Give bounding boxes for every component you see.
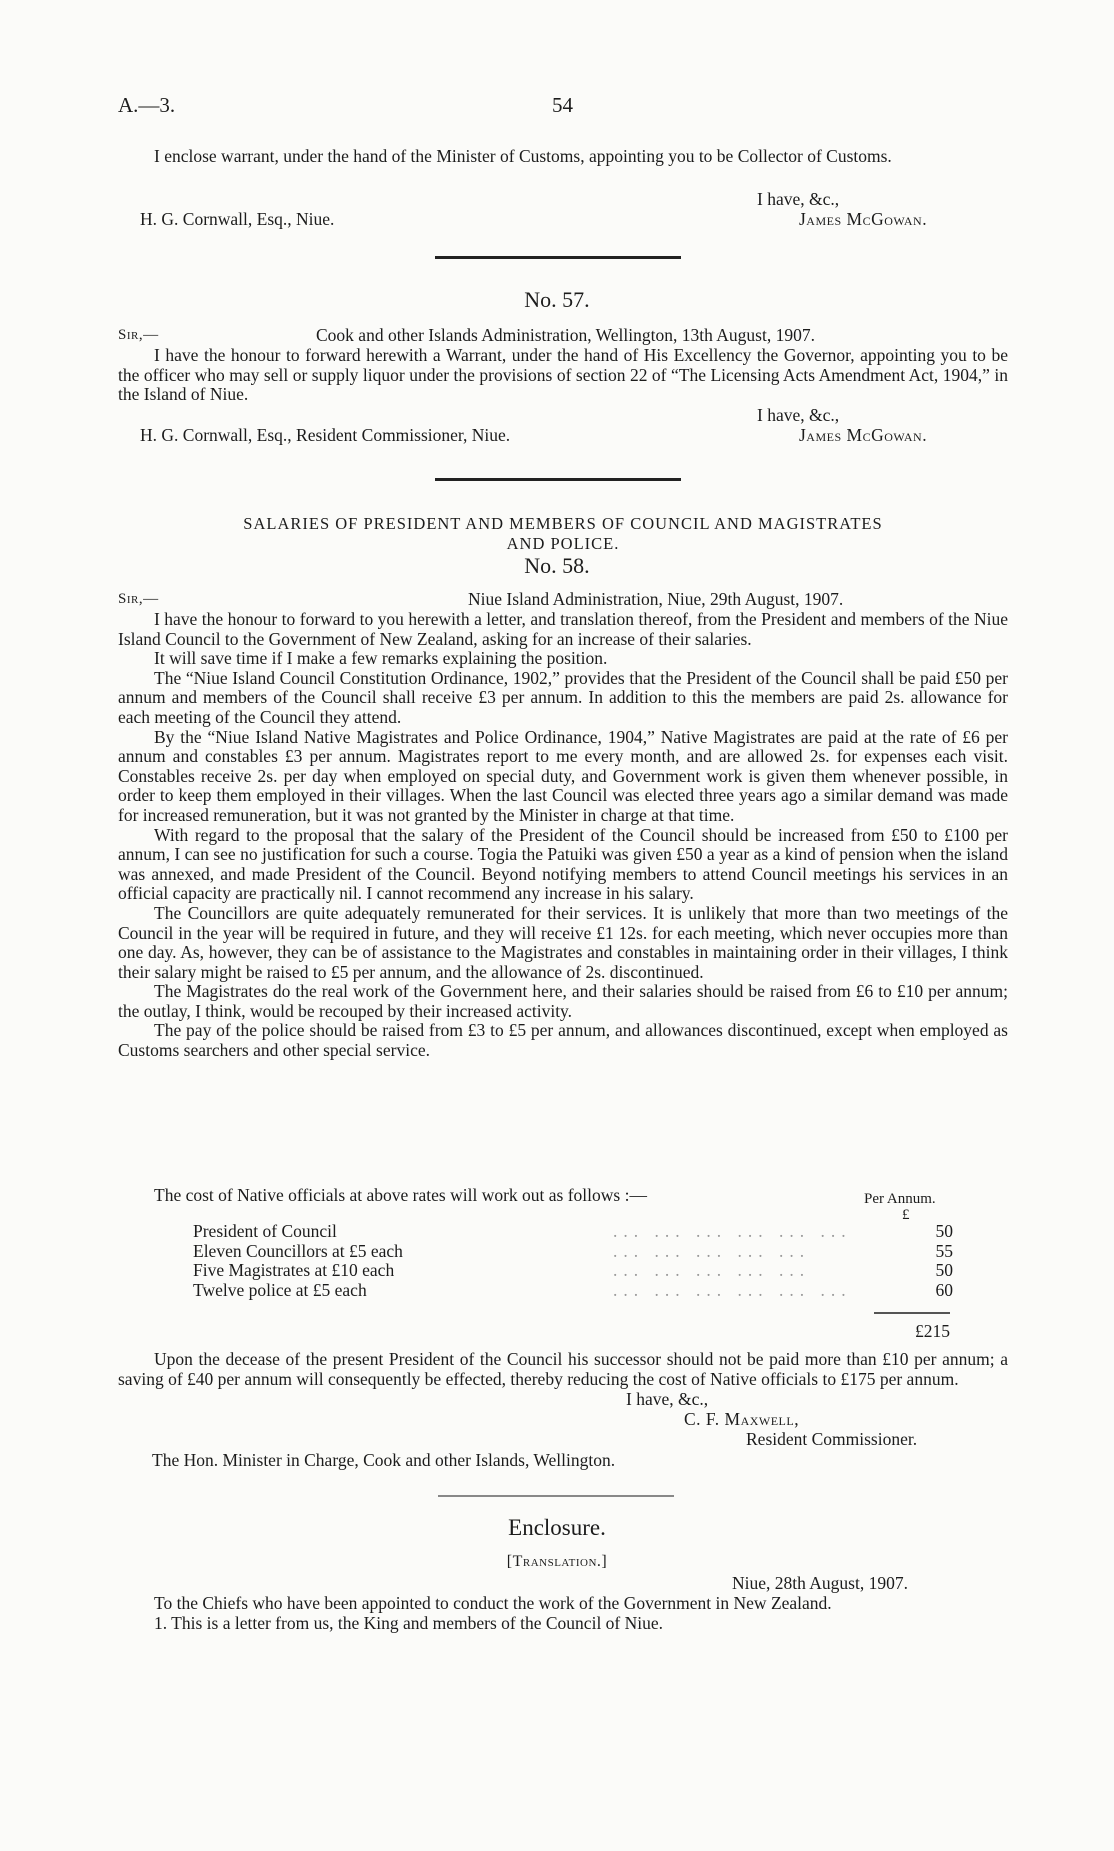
section-divider	[435, 478, 681, 481]
letter58-number: No. 58.	[524, 553, 590, 578]
enclosure-place-date: Niue, 28th August, 1907.	[732, 1573, 908, 1593]
row-label: President of Council	[193, 1221, 337, 1241]
letter58-paragraph: The pay of the police should be raised from £3 to £5 per annum, and allowances discontinued, except when employed as Customs searchers and other special service.	[118, 1020, 1008, 1061]
total-rule	[874, 1312, 950, 1314]
row-label: Twelve police at £5 each	[193, 1279, 367, 1300]
table-row	[193, 1242, 953, 1262]
letter57-number: No. 57.	[524, 287, 590, 312]
enclosure-title: Enclosure.	[508, 1515, 606, 1540]
letter57-salutation: Sir,—	[118, 327, 159, 343]
row-leader: ... ... ... ... ... ...	[613, 1222, 852, 1241]
table-unit: £	[902, 1207, 910, 1223]
letter58-place-date: Niue Island Administration, Niue, 29th August, 1907.	[468, 589, 844, 609]
letter58-paragraph: With regard to the proposal that the salary of the President of the Council should be increased from £50 to £100 per annum, I can see no justification for such a course. Togia the Patuiki was given £50 a year as a kind of pension when the island was annexed, and made President of the Council. Beyond notifying members to attend Council meetings his services in an official capacity are practically nil. I cannot recommend any increase in his salary.	[118, 824, 1008, 904]
letter58-closing: I have, &c.,	[626, 1389, 709, 1409]
row-amount: 50	[935, 1221, 953, 1241]
enclosure-subtitle: [Translation.]	[506, 1553, 608, 1570]
letter58-signature-title: Resident Commissioner.	[746, 1429, 918, 1449]
table-total: £215	[915, 1321, 950, 1341]
table-header: Per Annum.	[864, 1191, 936, 1207]
letter58-body	[118, 610, 1008, 1061]
letter58-paragraph: The Magistrates do the real work of the Government here, and their salaries should be raised from £6 to £10 per annum; the outlay, I think, would be recouped by their increased activity.	[118, 981, 1008, 1021]
letter58-paragraph: The “Niue Island Council Constitution Ordinance, 1902,” provides that the President of the Council shall be paid £50 per annum and members of the Council shall receive £3 per annum. In addition to this the members are paid 2s. allowance for each meeting of the Council they attend.	[118, 667, 1008, 727]
section-divider	[438, 1495, 674, 1497]
enclosure-body	[118, 1594, 1008, 1633]
row-label: Eleven Councillors at £5 each	[193, 1240, 403, 1261]
letter57-addressee: H. G. Cornwall, Esq., Resident Commissioner, Niue.	[140, 425, 511, 445]
section-heading-line2: AND POLICE.	[506, 534, 620, 553]
letter57-signature: James McGowan.	[799, 425, 928, 445]
enclosure-to: To the Chiefs who have been appointed to conduct the work of the Government in New Zealand.	[154, 1593, 832, 1613]
row-amount: 60	[935, 1279, 953, 1300]
table-intro: The cost of Native officials at above rates will work out as follows :—	[154, 1185, 647, 1205]
letter58-paragraph: The Councillors are quite adequately remunerated for their services. It is unlikely that more than two meetings of the Council in the year will be required in future, and they will receive £1 12s. for each meeting, which never occupies more than one day. As, however, they can be of assistance to the Magistrates and constables in maintaining order in their villages, I think their salary might be raised to £5 per annum, and the allowance of 2s. discontinued.	[118, 902, 1008, 982]
row-amount: 55	[935, 1240, 953, 1261]
row-label: Five Magistrates at £10 each	[193, 1260, 395, 1281]
row-amount: 50	[935, 1260, 953, 1281]
top-letter-closing: I have, &c.,	[757, 189, 840, 209]
top-letter-body	[118, 147, 1008, 167]
top-letter-signature: James McGowan.	[799, 209, 928, 229]
letter57-paragraph: I have the honour to forward herewith a Warrant, under the hand of His Excellency the Governor, appointing you to be the officer who may sell or supply liquor under the provisions of section 22 of “The Licensing Acts Amendment Act, 1904,” in the Island of Niue.	[118, 345, 1008, 405]
document-ref: A.—3.	[118, 93, 176, 117]
section-divider	[435, 256, 681, 259]
row-leader: ... ... ... ... ...	[613, 1261, 811, 1281]
letter57-closing: I have, &c.,	[757, 405, 840, 425]
letter57-place-date: Cook and other Islands Administration, Wellington, 13th August, 1907.	[316, 325, 815, 345]
table-row	[193, 1281, 953, 1301]
table-row	[193, 1261, 953, 1281]
top-letter-paragraph: I enclose warrant, under the hand of the Minister of Customs, appointing you to be Collector of Customs.	[154, 146, 892, 166]
letter58-paragraph: I have the honour to forward to you herewith a letter, and translation thereof, from the President and members of the Niue Island Council to the Government of New Zealand, asking for an increase of their salaries.	[118, 609, 1008, 649]
enclosure-item: 1. This is a letter from us, the King and members of the Council of Niue.	[154, 1612, 664, 1633]
row-leader: ... ... ... ... ...	[613, 1241, 811, 1261]
section-heading-line1: SALARIES OF PRESIDENT AND MEMBERS OF COUNCIL AND MAGISTRATES	[243, 514, 883, 533]
top-letter-addressee: H. G. Cornwall, Esq., Niue.	[140, 209, 335, 229]
letter58-addressee: The Hon. Minister in Charge, Cook and other Islands, Wellington.	[152, 1450, 616, 1470]
row-leader: ... ... ... ... ... ...	[613, 1280, 852, 1300]
final-paragraph: Upon the decease of the present President of the Council his successor should not be paid more than £10 per annum; a saving of £40 per annum will consequently be effected, thereby reducing the cost of Native officials to £175 per annum.	[118, 1349, 1008, 1389]
letter58-signature: C. F. Maxwell,	[684, 1409, 800, 1429]
letter58-paragraph: It will save time if I make a few remarks explaining the position.	[154, 648, 608, 669]
letter58-paragraph: By the “Niue Island Native Magistrates and Police Ordinance, 1904,” Native Magistrates are paid at the rate of £6 per annum and constables £3 per annum. Magistrates report to me every month, and are allowed 2s. for expenses each visit. Constables receive 2s. per day when employed on special duty, and Government work is given them whenever possible, in order to keep them employed in their villages. When the last Council was elected three years ago a similar demand was made for increased remuneration, but it was not granted by the Minister in charge at that time.	[118, 726, 1008, 825]
letter57-body	[118, 346, 1008, 405]
letter58-salutation: Sir,—	[118, 591, 159, 607]
table-row	[193, 1222, 953, 1242]
page-number: 54	[552, 93, 573, 117]
final-paragraph-block	[118, 1350, 1008, 1389]
cost-table	[193, 1222, 953, 1300]
